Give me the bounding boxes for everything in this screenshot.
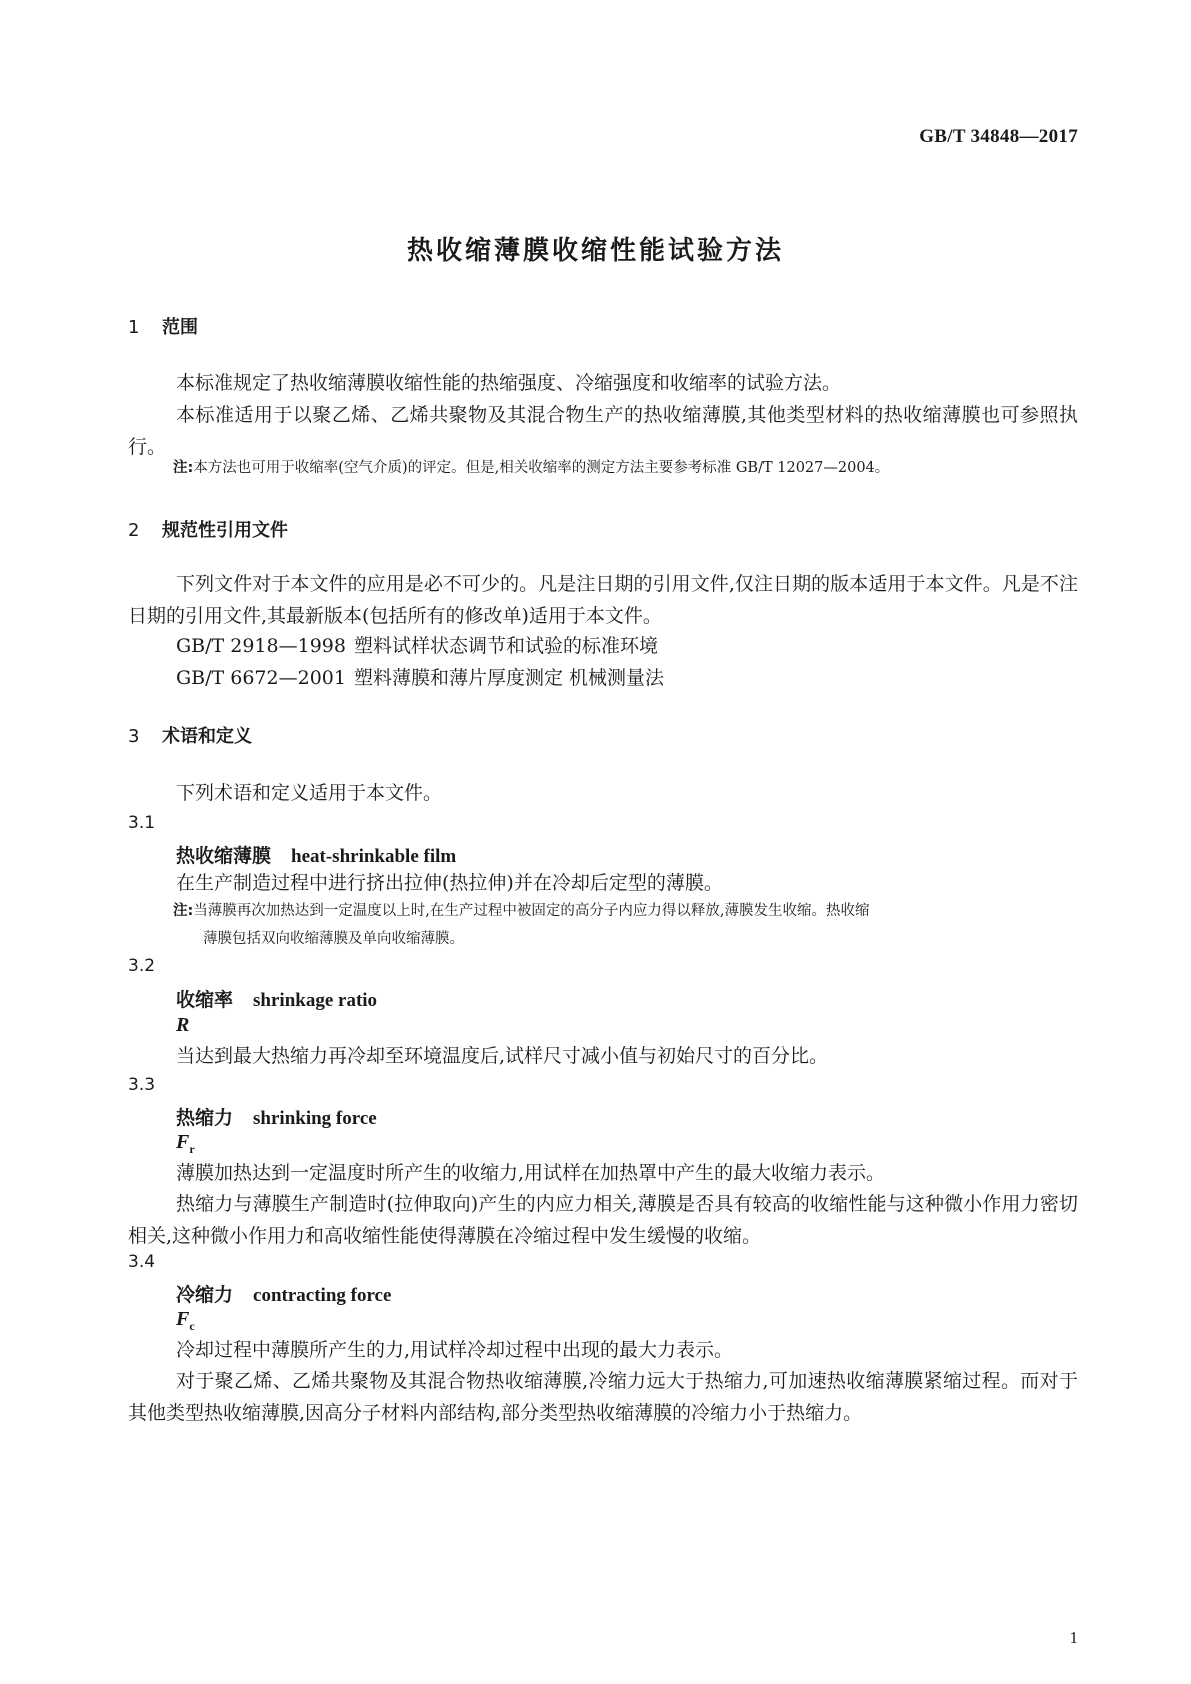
- section-title: 范围: [162, 317, 198, 338]
- note-text: 本方法也可用于收缩率(空气介质)的评定。但是,相关收缩率的测定方法主要参考标准 GB/T 12027—2004。: [193, 460, 890, 476]
- section-2-heading: [128, 516, 288, 542]
- term-chinese: 热收缩薄膜: [176, 845, 272, 867]
- term-chinese: 热缩力: [176, 1107, 234, 1129]
- section-title: 术语和定义: [162, 726, 252, 747]
- term-definition: 当达到最大热缩力再冷却至环境温度后,试样尺寸减小值与初始尺寸的百分比。: [176, 1045, 829, 1067]
- symbol-subscript: r: [189, 1142, 195, 1156]
- document-code: GB/T 34848—2017: [919, 126, 1078, 147]
- section-3-heading: [128, 722, 252, 748]
- section-1-note: [173, 454, 1078, 482]
- note-text-continued: 薄膜包括双向收缩薄膜及单向收缩薄膜。: [203, 931, 464, 947]
- term-definition: 冷却过程中薄膜所产生的力,用试样冷却过程中出现的最大力表示。: [176, 1339, 734, 1361]
- clause-number-3-1: 3.1: [128, 813, 156, 833]
- term-contracting-force: [176, 1280, 391, 1307]
- term-heat-shrinkable-film: [176, 841, 456, 868]
- reference-code: GB/T 6672—2001: [176, 667, 346, 689]
- term-explanation: 热缩力与薄膜生产制造时(拉伸取向)产生的内应力相关,薄膜是否具有较高的收缩性能与这种微小作用力密切相关,这种微小作用力和高收缩性能使得薄膜在冷缩过程中发生缓慢的收缩。: [128, 1193, 1078, 1247]
- term-chinese: 收缩率: [176, 989, 234, 1011]
- term-shrinkage-ratio: [176, 985, 377, 1012]
- term-symbol: [176, 1308, 195, 1334]
- term-definition: 在生产制造过程中进行挤出拉伸(热拉伸)并在冷却后定型的薄膜。: [176, 872, 723, 894]
- page-number: 1: [1069, 1628, 1078, 1647]
- section-title: 规范性引用文件: [162, 520, 288, 541]
- section-2-paragraph-1: 下列文件对于本文件的应用是必不可少的。凡是注日期的引用文件,仅注日期的版本适用于本文件。凡是不注日期的引用文件,其最新版本(包括所有的修改单)适用于本文件。: [128, 573, 1078, 627]
- term-symbol: R: [176, 1014, 190, 1036]
- reference-item: [176, 663, 664, 690]
- reference-title: 塑料薄膜和薄片厚度测定 机械测量法: [354, 667, 665, 689]
- note-text: 当薄膜再次加热达到一定温度以上时,在生产过程中被固定的高分子内应力得以释放,薄膜发生收缩。热收缩: [193, 903, 870, 919]
- clause-number-3-3: 3.3: [128, 1075, 156, 1095]
- section-number: 3: [128, 726, 140, 747]
- term-symbol: [176, 1131, 195, 1157]
- term-english: shrinking force: [253, 1108, 377, 1129]
- section-1-heading: [128, 313, 198, 339]
- clause-number-3-2: 3.2: [128, 956, 156, 976]
- symbol-letter: F: [176, 1131, 190, 1153]
- term-shrinking-force: [176, 1103, 377, 1130]
- term-english: heat-shrinkable film: [291, 846, 457, 867]
- note-label: 注:: [173, 903, 194, 919]
- section-1-paragraph-2: 本标准适用于以聚乙烯、乙烯共聚物及其混合物生产的热收缩薄膜,其他类型材料的热收缩薄膜也可参照执行。: [128, 404, 1078, 458]
- term-english: shrinkage ratio: [253, 990, 378, 1011]
- term-definition: 薄膜加热达到一定温度时所产生的收缩力,用试样在加热罩中产生的最大收缩力表示。: [176, 1162, 886, 1184]
- document-title: 热收缩薄膜收缩性能试验方法: [406, 236, 784, 266]
- reference-item: [176, 631, 658, 658]
- note-label: 注:: [173, 460, 194, 476]
- symbol-letter: F: [176, 1308, 190, 1330]
- term-explanation: 对于聚乙烯、乙烯共聚物及其混合物热收缩薄膜,冷缩力远大于热缩力,可加速热收缩薄膜紧缩过程。而对于其他类型热收缩薄膜,因高分子材料内部结构,部分类型热收缩薄膜的冷缩力小于热缩力。: [128, 1370, 1078, 1424]
- term-note: [173, 897, 1078, 953]
- symbol-subscript: c: [189, 1319, 195, 1333]
- reference-title: 塑料试样状态调节和试验的标准环境: [354, 635, 659, 657]
- section-number: 1: [128, 317, 140, 338]
- term-english: contracting force: [253, 1285, 392, 1306]
- term-chinese: 冷缩力: [176, 1284, 234, 1306]
- section-number: 2: [128, 520, 140, 541]
- clause-number-3-4: 3.4: [128, 1252, 156, 1272]
- section-1-paragraph-1: 本标准规定了热收缩薄膜收缩性能的热缩强度、冷缩强度和收缩率的试验方法。: [176, 372, 842, 394]
- reference-code: GB/T 2918—1998: [176, 635, 346, 657]
- section-3-paragraph-1: 下列术语和定义适用于本文件。: [176, 782, 443, 804]
